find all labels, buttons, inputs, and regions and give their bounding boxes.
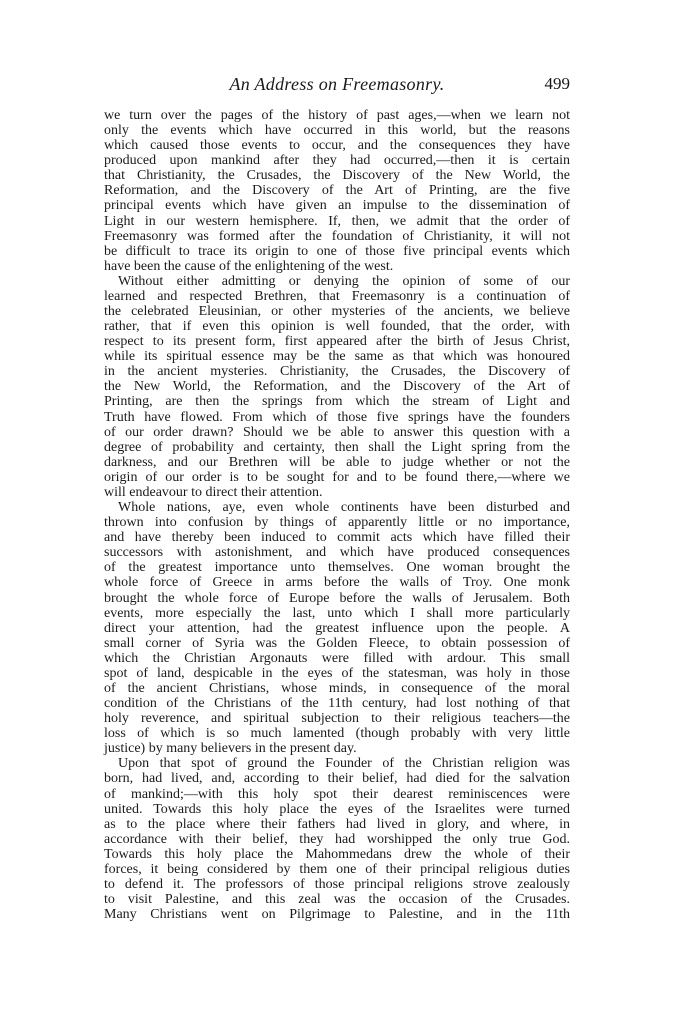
text-line: events, more especially the last, unto which I shall more particularly: [104, 605, 570, 621]
text-line: that Christianity, the Crusades, the Discovery of the New World, the: [104, 168, 570, 184]
text-line: the celebrated Eleusinian, or other mysteries of the ancients, we believe: [104, 304, 570, 320]
text-line: direct your attention, had the greatest influence upon the people. A: [104, 620, 570, 636]
text-line: Truth have flowed. From which of those five springs have the founders: [104, 409, 570, 425]
text-line: and have thereby been induced to commit acts which have filled their: [104, 530, 570, 546]
text-line: rather, that if even this opinion is well founded, that the order, with: [104, 319, 570, 335]
text-line: will endeavour to direct their attention.: [104, 484, 323, 500]
text-line: principal events which have given an impulse to the dissemination of: [104, 198, 570, 214]
text-line: accordance with their belief, they had worshipped the only true God.: [104, 831, 570, 847]
text-line: which caused those events to occur, and the consequences they have: [104, 138, 570, 154]
text-line: only the events which have occurred in this world, but the reasons: [104, 123, 570, 139]
text-line: born, had lived, and, according to their belief, had died for the salvation: [104, 771, 570, 787]
text-line: origin of our order is to be sought for and to be found there,—where we: [104, 469, 570, 485]
text-line: respect to its present form, first appeared after the birth of Jesus Christ,: [104, 334, 570, 350]
text-line: Printing, are then the springs from which the stream of Light and: [104, 394, 570, 410]
text-line: Many Christians went on Pilgrimage to Palestine, and in the 11th: [104, 907, 570, 923]
text-line: have been the cause of the enlightening of the west.: [104, 258, 394, 274]
text-line: of the ancient Christians, whose minds, in consequence of the moral: [104, 680, 570, 696]
text-line: as to the place where their fathers had lived in glory, and where, in: [104, 816, 570, 832]
text-line: degree of probability and certainty, then shall the Light spring from the: [104, 439, 570, 455]
text-line: darkness, and our Brethren will be able to judge whether or not the: [104, 454, 570, 470]
text-line: of our order drawn? Should we be able to answer this question with a: [104, 424, 570, 440]
body-text: [104, 108, 570, 922]
text-line: in the ancient mysteries. Christianity, the Crusades, the Discovery of: [104, 364, 570, 380]
text-line: the New World, the Reformation, and the Discovery of the Art of: [104, 379, 570, 395]
text-line: which the Christian Argonauts were filled with ardour. This small: [104, 650, 570, 666]
running-title: An Address on Freemasonry.: [229, 74, 445, 94]
text-line: to defend it. The professors of those principal religions strove zealously: [104, 876, 570, 892]
text-line: Whole nations, aye, even whole continents have been disturbed and: [118, 500, 570, 516]
text-line: Upon that spot of ground the Founder of the Christian religion was: [118, 756, 570, 772]
text-line: be difficult to trace its origin to one of those five principal events which: [104, 243, 570, 259]
text-line: of mankind;—with this holy spot their dearest reminiscences were: [104, 786, 570, 802]
text-line: holy reverence, and spiritual subjection to their religious teachers—the: [104, 711, 570, 727]
text-line: Light in our western hemisphere. If, then, we admit that the order of: [104, 213, 570, 229]
text-line: Without either admitting or denying the opinion of some of our: [118, 273, 570, 289]
text-line: to visit Palestine, and this zeal was the occasion of the Crusades.: [104, 892, 570, 908]
text-line: successors with astonishment, and which have produced consequences: [104, 545, 570, 561]
text-line: thrown into confusion by things of apparently little or no importance,: [104, 515, 570, 531]
text-line: justice) by many believers in the present day.: [104, 741, 357, 757]
text-line: produced upon mankind after they had occurred,—then it is certain: [104, 153, 570, 169]
text-line: of the greatest importance unto themselves. One woman brought the: [104, 560, 570, 576]
text-line: small corner of Syria was the Golden Fleece, to obtain possession of: [104, 635, 570, 651]
text-line: whole force of Greece in arms before the walls of Troy. One monk: [104, 575, 570, 591]
text-line: while its spiritual essence may be the same as that which was honoured: [104, 349, 570, 365]
text-line: Reformation, and the Discovery of the Art of Printing, are the five: [104, 183, 570, 199]
page-number: 499: [544, 74, 570, 93]
text-line: condition of the Christians of the 11th century, had lost nothing of that: [104, 696, 570, 712]
text-line: Freemasonry was formed after the foundation of Christianity, it will not: [104, 228, 570, 244]
text-line: Towards this holy place the Mahommedans drew the whole of their: [104, 846, 570, 862]
text-line: forces, it being considered by them one of their principal religious duties: [104, 861, 570, 877]
text-line: we turn over the pages of the history of past ages,—when we learn not: [104, 108, 570, 123]
text-line: brought the whole force of Europe before the walls of Jerusalem. Both: [104, 590, 570, 606]
text-line: learned and respected Brethren, that Freemasonry is a continuation of: [104, 288, 570, 304]
text-line: united. Towards this holy place the eyes of the Israelites were turned: [104, 801, 570, 817]
text-line: loss of which is so much lamented (though probably with very little: [104, 726, 570, 742]
page-header: [104, 74, 570, 98]
text-line: spot of land, despicable in the eyes of the statesman, was holy in those: [104, 665, 570, 681]
